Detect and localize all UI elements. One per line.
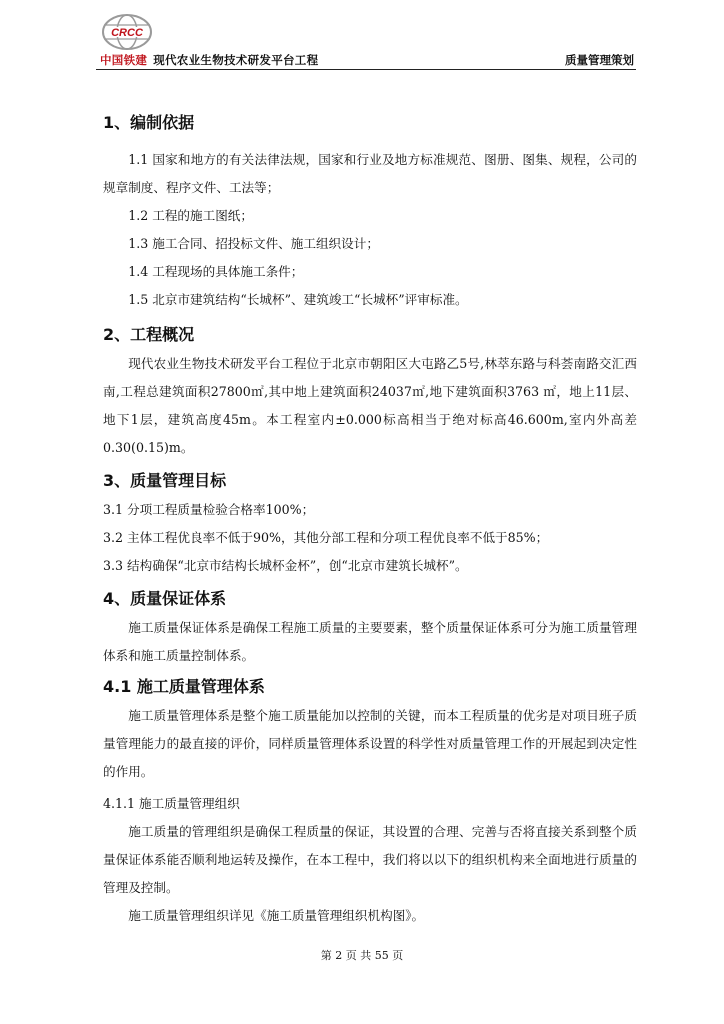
management-org-text: 施工质量的管理组织是确保工程质量的保证，其设置的合理、完善与否将直接关系到整个质量保证体系能否顺利地运转及操作，在本工程中，我们将以以下的组织机构来全面地进行质量的管理及控制。 xyxy=(103,824,637,895)
section-heading-3: 3、质量管理目标 xyxy=(103,471,227,490)
assurance-system-text: 施工质量保证体系是确保工程施工质量的主要要素，整个质量保证体系可分为施工质量管理体系和施工质量控制体系。 xyxy=(103,620,637,663)
subsection-heading-4-1-1: 4.1.1 施工质量管理组织 xyxy=(103,796,240,811)
quality-goal-1: 3.1 分项工程质量检验合格率100%； xyxy=(103,502,315,517)
management-org-reference: 施工质量管理组织详见《施工质量管理组织机构图》。 xyxy=(128,908,425,923)
document-type: 质量管理策划 xyxy=(565,53,634,67)
company-name: 中国铁建 xyxy=(100,53,148,67)
basis-item-3: 1.3 施工合同、招投标文件、施工组织设计； xyxy=(128,236,379,251)
quality-goal-2: 3.2 主体工程优良率不低于90%，其他分部工程和分项工程优良率不低于85%； xyxy=(103,530,549,545)
basis-item-4: 1.4 工程现场的具体施工条件； xyxy=(128,264,304,279)
section-heading-1: 1、编制依据 xyxy=(103,113,195,132)
logo-text: CRCC xyxy=(111,27,143,39)
basis-item-2: 1.2 工程的施工图纸； xyxy=(128,208,253,223)
section-heading-4: 4、质量保证体系 xyxy=(103,589,227,608)
section-heading-2: 2、工程概况 xyxy=(103,325,195,344)
basis-item-5: 1.5 北京市建筑结构“长城杯”、建筑竣工“长城杯”评审标准。 xyxy=(128,292,468,307)
header-divider xyxy=(96,69,636,70)
header-title xyxy=(100,52,318,68)
management-system-text: 施工质量管理体系是整个施工质量能加以控制的关键，而本工程质量的优劣是对项目班子质量管理能力的最直接的评价，同样质量管理体系设置的科学性对质量管理工作的开展起到决定性的作用。 xyxy=(103,708,637,779)
page-number: 第 2 页 共 55 页 xyxy=(320,949,404,962)
crcc-logo-icon xyxy=(101,12,153,52)
section-heading-4-1: 4.1 施工质量管理体系 xyxy=(103,677,265,696)
quality-goal-3: 3.3 结构确保“北京市结构长城杯金杯”，创“北京市建筑长城杯”。 xyxy=(103,558,468,573)
basis-item-1: 1.1 国家和地方的有关法律法规，国家和行业及地方标准规范、图册、图集、规程，公司的规章制度、程序文件、工法等； xyxy=(103,152,637,195)
project-overview-text: 现代农业生物技术研发平台工程位于北京市朝阳区大屯路乙5号,林萃东路与科荟南路交汇西南,工程总建筑面积27800㎡,其中地上建筑面积24037㎡,地下建筑面积3763 ㎡，地上11层、地下1层，建筑高度45m。本工程室内±0.000标高相当于绝对标高46.600m,室内外高差0.30(0.15)m。 xyxy=(103,356,637,455)
project-name: 现代农业生物技术研发平台工程 xyxy=(153,53,319,67)
document-body xyxy=(103,108,637,930)
